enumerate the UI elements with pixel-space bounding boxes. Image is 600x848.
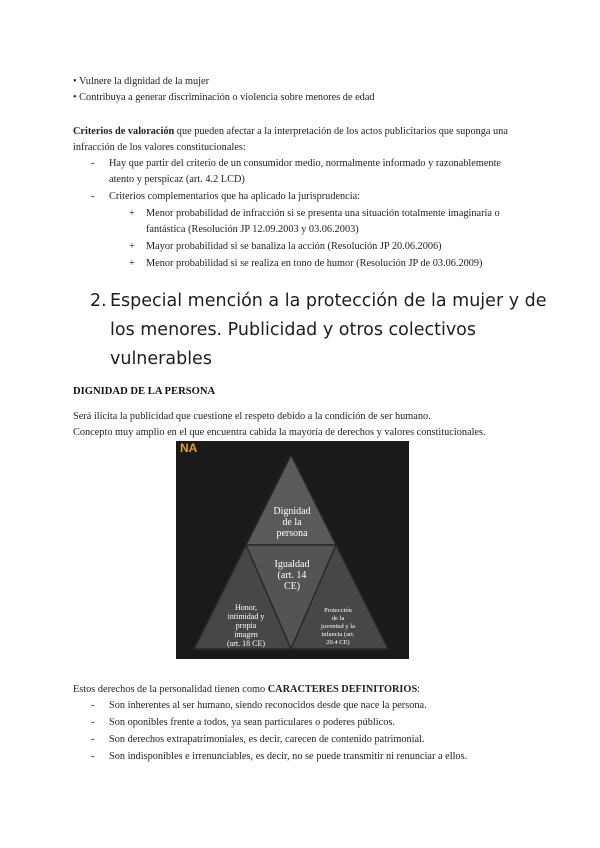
caracter-item: Son oponibles frente a todos, ya sean particulares o poderes públicos. [109,717,395,728]
dignidad-paragraph: Concepto muy amplio en el que encuentra cabida la mayoría de derechos y valores constitucionales. [73,427,486,438]
pyramid-left-label: (art. 18 CE) [227,639,265,648]
criterios-bold: Criterios de valoración [73,126,175,137]
caracteres-bold: CARACTERES DEFINITORIOS [267,684,418,695]
pyramid-left-label: intimidad y [227,612,265,621]
pyramid-middle-label: Igualdad [274,559,310,570]
pyramid-left-label: propia [235,621,257,630]
pyramid-right-label: de la [331,615,345,622]
dash-marker: - [91,751,95,762]
dash-marker: - [91,717,95,728]
criterios-text: que pueden afectar a la interpretación de los actos publicitarios que suponga una [174,126,508,137]
subcriterio-item: Mayor probabilidad si se banaliza la acción (Resolución JP 20.06.2006) [146,241,442,252]
section-heading-line: los menores. Publicidad y otros colectivos [110,320,477,340]
subcriterio-item: Menor probabilidad de infracción si se presenta una situación totalmente imaginaria o [146,208,500,219]
pyramid-graphic [176,441,409,659]
figure-corner-text: NA [180,441,198,455]
pyramid-left-label: Honor, [234,603,258,612]
pyramid-top-label: Dignidad [273,506,311,517]
pyramid-figure [176,441,409,659]
dash-marker: - [91,700,95,711]
plus-marker: + [129,208,135,219]
subcriterio-item-cont: fantástica (Resolución JP 12.09.2003 y 03.06.2003) [146,224,359,235]
pyramid-top-label: persona [276,528,308,539]
pyramid-right-label: juventud y la [321,623,355,630]
pyramid-middle-label: (art. 14 [277,570,307,581]
subcriterio-item: Menor probabilidad si se realiza en tono de humor (Resolución JP de 03.06.2009) [146,258,483,269]
section-heading-line: vulnerables [110,349,212,369]
caracter-item: Son derechos extrapatrimoniales, es decir, carecen de contenido patrimonial. [109,734,425,745]
caracteres-intro-text: Estos derechos de la personalidad tienen como [73,684,268,695]
bullet-item: • Vulnere la dignidad de la mujer [73,76,210,87]
dignidad-paragraph: Será ilícita la publicidad que cuestione el respeto debido a la condición de ser humano. [73,411,431,422]
pyramid-right-label: infancia (art. [321,631,355,638]
dignidad-title: DIGNIDAD DE LA PERSONA [73,386,216,397]
section-heading-line: Especial mención a la protección de la mujer y de [110,291,547,311]
dash-marker: - [91,734,95,745]
criterios-text-line2: infracción de los valores constitucionales: [73,142,246,153]
criterios-paragraph [73,125,508,139]
pyramid-middle-label: CE) [283,581,301,592]
criterio-item: Hay que partir del criterio de un consumidor medio, normalmente informado y razonablemente [109,158,502,169]
pyramid-right-label: Protección [324,607,352,614]
dash-marker: - [91,158,95,169]
plus-marker: + [129,258,135,269]
bullet-item: • Contribuya a generar discriminación o violencia sobre menores de edad [73,92,375,103]
caracteres-intro [73,683,420,697]
caracteres-colon: : [417,684,421,695]
caracter-item: Son inherentes al ser humano, siendo reconocidos desde que nace la persona. [109,700,427,711]
section-number: 2. [90,291,107,311]
dash-marker: - [91,191,95,202]
criterio-item-cont: atento y perspicaz (art. 4.2 LCD) [109,174,245,185]
pyramid-right-label: 20.4 CE) [326,639,350,646]
caracter-item: Son indisponibles e irrenunciables, es decir, no se puede transmitir ni renunciar a ellos. [109,751,468,762]
pyramid-left-label: imagen [234,630,258,639]
plus-marker: + [129,241,135,252]
criterio-item: Criterios complementarios que ha aplicado la jurisprudencia: [109,191,361,202]
pyramid-top-label: de la [282,517,302,528]
